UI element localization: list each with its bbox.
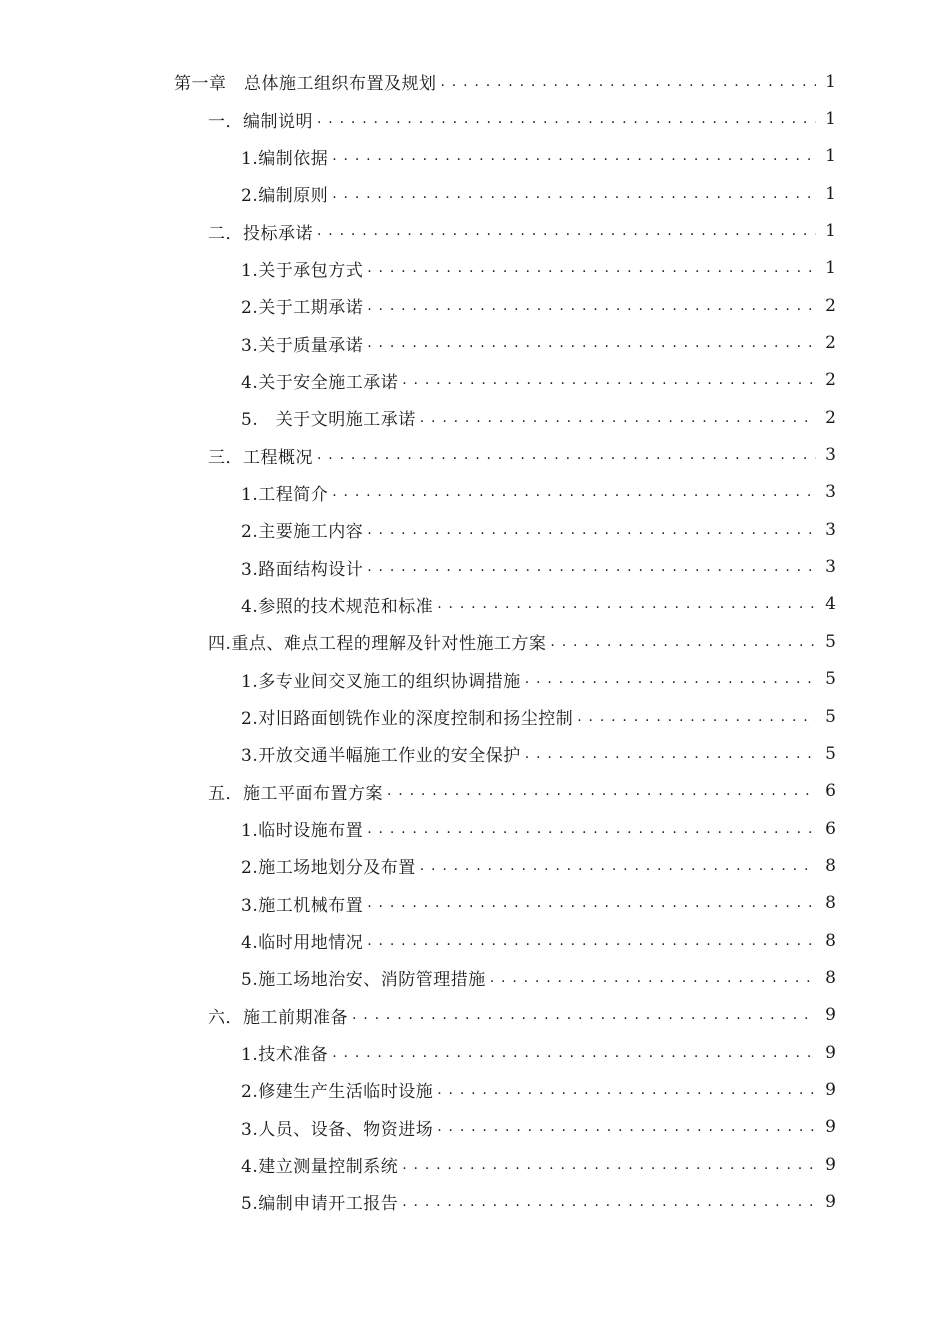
toc-leader-dots (367, 333, 816, 353)
toc-entry-page-number: 8 (825, 930, 836, 951)
toc-entry[interactable] (0, 810, 950, 847)
toc-entry-page-number: 3 (825, 519, 836, 540)
toc-entry-page-number: 2 (825, 295, 836, 316)
toc-entry[interactable] (0, 63, 950, 100)
toc-entry-page-number: 8 (825, 893, 836, 914)
toc-entry[interactable] (0, 250, 950, 287)
toc-entry-title: 第一章 总体施工组织布置及规划 (174, 74, 437, 95)
toc-entry-title: 2.编制原则 (241, 186, 329, 207)
toc-leader-dots (367, 557, 816, 577)
toc-entry-page-number: 9 (825, 1154, 836, 1175)
toc-leader-dots (402, 1192, 816, 1212)
toc-entry-page-number: 9 (825, 1079, 836, 1100)
toc-entry-page-number: 5 (825, 631, 836, 652)
toc-entry-title: 1.编制依据 (241, 148, 329, 169)
toc-entry[interactable] (0, 1183, 950, 1220)
toc-leader-dots (367, 893, 816, 913)
toc-leader-dots (317, 221, 816, 241)
toc-entry-title: 2.关于工期承诺 (241, 298, 364, 319)
toc-entry-page-number: 5 (825, 743, 836, 764)
toc-entry-page-number: 1 (825, 258, 836, 279)
toc-entry-page-number: 5 (825, 706, 836, 727)
toc-leader-dots (490, 968, 816, 988)
toc-entry-title: 3.施工机械布置 (241, 895, 364, 916)
toc-entry-title: 3.路面结构设计 (241, 559, 364, 580)
toc-entry-page-number: 2 (825, 407, 836, 428)
toc-entry[interactable] (0, 623, 950, 660)
toc-entry-title: 1.多专业间交叉施工的组织协调措施 (241, 671, 521, 692)
toc-entry[interactable] (0, 847, 950, 884)
toc-entry-page-number: 1 (825, 183, 836, 204)
toc-leader-dots (332, 1043, 816, 1063)
toc-leader-dots (441, 72, 817, 92)
toc-entry-page-number: 1 (825, 221, 836, 242)
toc-entry-title: 1.关于承包方式 (241, 260, 364, 281)
toc-entry-title: 5.施工场地治安、消防管理措施 (241, 970, 486, 991)
toc-entry[interactable] (0, 287, 950, 324)
toc-entry[interactable] (0, 698, 950, 735)
toc-entry-page-number: 3 (825, 445, 836, 466)
toc-entry[interactable] (0, 436, 950, 473)
toc-entry-title: 4.参照的技术规范和标准 (241, 596, 434, 617)
toc-entry-title: 2.主要施工内容 (241, 522, 364, 543)
toc-entry-title: 2.施工场地划分及布置 (241, 858, 416, 879)
toc-entry-page-number: 9 (825, 1005, 836, 1026)
toc-leader-dots (352, 1005, 816, 1025)
toc-entry[interactable] (0, 1146, 950, 1183)
toc-leader-dots (525, 669, 816, 689)
toc-entry-title: 1.工程简介 (241, 484, 329, 505)
toc-entry[interactable] (0, 1109, 950, 1146)
toc-leader-dots (367, 819, 816, 839)
toc-leader-dots (437, 1117, 816, 1137)
toc-entry-page-number: 9 (825, 1042, 836, 1063)
toc-leader-dots (525, 744, 816, 764)
toc-leader-dots (367, 931, 816, 951)
toc-entry-page-number: 2 (825, 333, 836, 354)
toc-leader-dots (402, 1155, 816, 1175)
toc-leader-dots (402, 370, 816, 390)
toc-entry-page-number: 9 (825, 1117, 836, 1138)
toc-entry-title: 4.临时用地情况 (241, 933, 364, 954)
toc-entry-page-number: 1 (825, 71, 836, 92)
toc-entry-title: 3.开放交通半幅施工作业的安全保护 (241, 746, 521, 767)
toc-entry-title: 3.人员、设备、物资进场 (241, 1119, 434, 1140)
toc-entry[interactable] (0, 885, 950, 922)
toc-entry-page-number: 5 (825, 669, 836, 690)
toc-entry[interactable] (0, 735, 950, 772)
toc-leader-dots (550, 632, 816, 652)
toc-entry-title: 2.对旧路面刨铣作业的深度控制和扬尘控制 (241, 709, 574, 730)
toc-entry-title: 4.关于安全施工承诺 (241, 372, 399, 393)
toc-entry-title: 1.临时设施布置 (241, 821, 364, 842)
toc-entry-title: 3.关于质量承诺 (241, 335, 364, 356)
toc-entry-page-number: 8 (825, 967, 836, 988)
table-of-contents (0, 63, 950, 1221)
toc-entry-page-number: 3 (825, 482, 836, 503)
toc-entry-page-number: 3 (825, 557, 836, 578)
toc-entry[interactable] (0, 997, 950, 1034)
toc-entry-page-number: 6 (825, 781, 836, 802)
toc-entry[interactable] (0, 399, 950, 436)
toc-entry-title: 5. 关于文明施工承诺 (241, 410, 416, 431)
toc-entry[interactable] (0, 773, 950, 810)
toc-entry-title: 二．投标承诺 (208, 223, 313, 244)
toc-entry-title: 六．施工前期准备 (208, 1007, 348, 1028)
toc-leader-dots (317, 109, 816, 129)
toc-entry[interactable] (0, 922, 950, 959)
toc-entry-title: 1.技术准备 (241, 1045, 329, 1066)
toc-entry[interactable] (0, 511, 950, 548)
toc-entry[interactable] (0, 586, 950, 623)
toc-leader-dots (317, 445, 816, 465)
toc-leader-dots (332, 482, 816, 502)
toc-leader-dots (367, 520, 816, 540)
toc-entry-page-number: 8 (825, 855, 836, 876)
toc-leader-dots (577, 707, 816, 727)
toc-leader-dots (332, 184, 816, 204)
toc-entry-page-number: 6 (825, 818, 836, 839)
toc-leader-dots (437, 1080, 816, 1100)
toc-entry[interactable] (0, 100, 950, 137)
toc-entry[interactable] (0, 175, 950, 212)
toc-entry-page-number: 4 (825, 594, 836, 615)
toc-entry-page-number: 2 (825, 370, 836, 391)
toc-leader-dots (387, 781, 816, 801)
toc-entry[interactable] (0, 474, 950, 511)
toc-entry[interactable] (0, 959, 950, 996)
toc-entry-title: 4.建立测量控制系统 (241, 1157, 399, 1178)
toc-entry-title: 五．施工平面布置方案 (208, 783, 383, 804)
toc-leader-dots (367, 296, 816, 316)
toc-leader-dots (420, 408, 816, 428)
toc-entry[interactable] (0, 138, 950, 175)
toc-entry-page-number: 9 (825, 1191, 836, 1212)
toc-entry-title: 2.修建生产生活临时设施 (241, 1082, 434, 1103)
toc-entry-page-number: 1 (825, 146, 836, 167)
toc-entry[interactable] (0, 324, 950, 361)
toc-entry[interactable] (0, 212, 950, 249)
toc-leader-dots (367, 258, 816, 278)
toc-leader-dots (437, 594, 816, 614)
toc-entry[interactable] (0, 1071, 950, 1108)
toc-entry[interactable] (0, 661, 950, 698)
toc-entry-title: 四.重点、难点工程的理解及针对性施工方案 (208, 634, 547, 655)
toc-entry-title: 5.编制申请开工报告 (241, 1194, 399, 1215)
toc-leader-dots (420, 856, 816, 876)
toc-entry[interactable] (0, 548, 950, 585)
toc-entry[interactable] (0, 1034, 950, 1071)
toc-entry-page-number: 1 (825, 109, 836, 130)
toc-leader-dots (332, 146, 816, 166)
toc-entry-title: 一．编制说明 (208, 111, 313, 132)
toc-entry[interactable] (0, 362, 950, 399)
toc-entry-title: 三．工程概况 (208, 447, 313, 468)
